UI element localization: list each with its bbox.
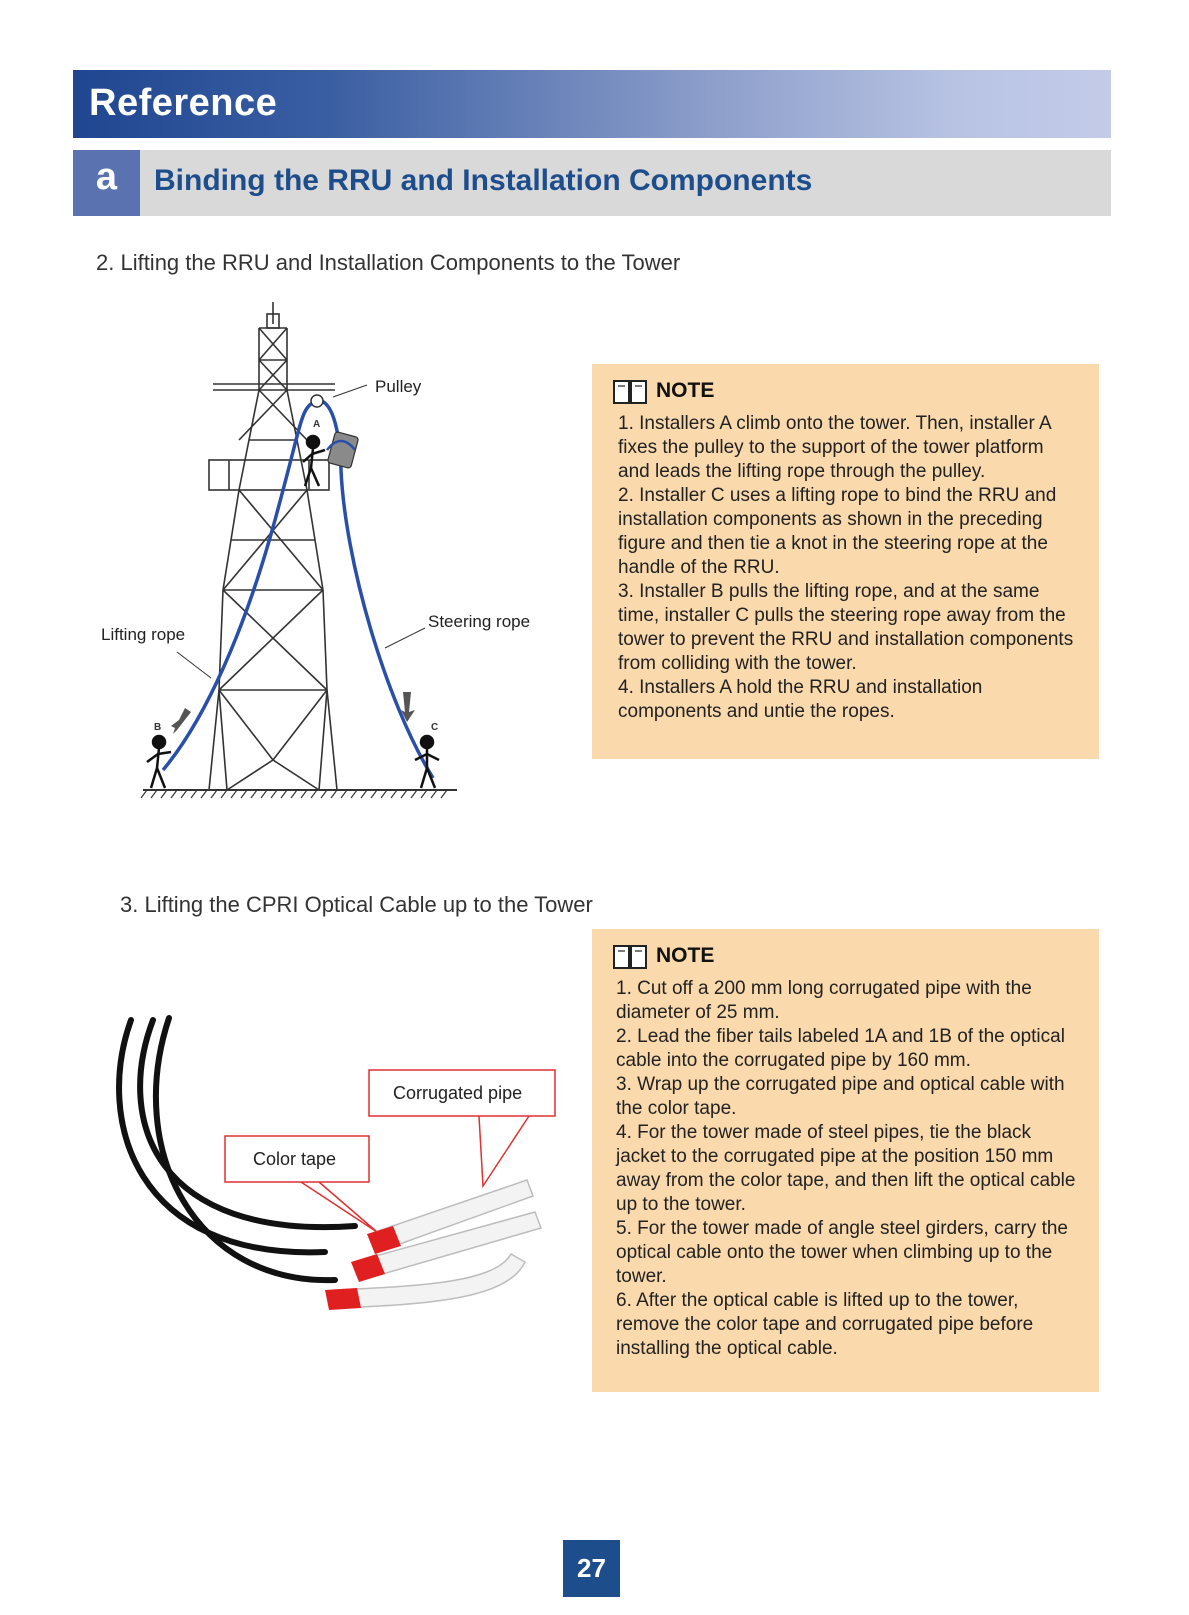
corrugated-pipes bbox=[335, 1180, 541, 1308]
header-banner bbox=[73, 70, 1111, 138]
note-body bbox=[618, 412, 1078, 724]
installer-a-label: A bbox=[313, 419, 321, 430]
banner-title: Reference bbox=[89, 82, 278, 124]
tower bbox=[209, 302, 337, 790]
note-item: 4. For the tower made of steel pipes, tie the black jacket to the corrugated pipe at the position 150 mm away from the color tape, and then lift the optical cable up to the tower. bbox=[616, 1122, 1076, 1215]
note-body bbox=[616, 977, 1076, 1361]
ground bbox=[141, 790, 457, 798]
tower-lifting-figure bbox=[95, 300, 565, 820]
installer-b-label: B bbox=[154, 722, 162, 733]
book-icon bbox=[612, 376, 648, 406]
note-box-cable bbox=[592, 929, 1099, 1392]
note-item: 5. For the tower made of angle steel girders, carry the optical cable onto the tower when climbing up to the tower. bbox=[616, 1218, 1068, 1287]
color-tape-label: Color tape bbox=[253, 1149, 337, 1169]
pulley-label: Pulley bbox=[375, 377, 422, 396]
note-item: 1. Installers A climb onto the tower. Then, installer A fixes the pulley to the support of the tower platform and leads the lifting rope through the pulley. bbox=[618, 413, 1051, 482]
note-header bbox=[612, 376, 714, 406]
note-item: 6. After the optical cable is lifted up to the tower, remove the color tape and corrugated pipe before installing the optical cable. bbox=[616, 1290, 1034, 1359]
page-number: 27 bbox=[563, 1540, 620, 1597]
section-header bbox=[73, 150, 1111, 216]
pulley bbox=[311, 395, 323, 407]
note-item: 1. Cut off a 200 mm long corrugated pipe with the diameter of 25 mm. bbox=[616, 978, 1032, 1023]
section-title: Binding the RRU and Installation Components bbox=[154, 164, 813, 197]
note-item: 3. Wrap up the corrugated pipe and optical cable with the color tape. bbox=[616, 1074, 1065, 1119]
section-letter-box bbox=[73, 150, 140, 216]
cable-pipe-figure bbox=[95, 1000, 575, 1330]
step2-heading: 2. Lifting the RRU and Installation Components to the Tower bbox=[96, 250, 681, 275]
corrugated-pipe-label: Corrugated pipe bbox=[393, 1083, 523, 1103]
note-label: NOTE bbox=[656, 944, 715, 967]
note-item: 4. Installers A hold the RRU and installation components and untie the ropes. bbox=[618, 677, 983, 722]
steering-rope-label: Steering rope bbox=[428, 612, 531, 631]
installer-c-label: C bbox=[431, 722, 439, 733]
lifting-rope-label: Lifting rope bbox=[101, 625, 186, 644]
note-label: NOTE bbox=[656, 379, 715, 402]
note-item: 2. Lead the fiber tails labeled 1A and 1B of the optical cable into the corrugated pipe by 160 mm. bbox=[616, 1026, 1065, 1071]
rru-package bbox=[327, 431, 359, 468]
book-icon bbox=[612, 941, 648, 971]
note-item: 2. Installer C uses a lifting rope to bind the RRU and installation components as shown in the preceding figure and then tie a knot in the steering rope at the handle of the RRU. bbox=[618, 485, 1057, 578]
note-header bbox=[612, 941, 714, 971]
section-letter: a bbox=[95, 156, 118, 198]
step3-heading: 3. Lifting the CPRI Optical Cable up to the Tower bbox=[120, 892, 593, 917]
note-box-rru bbox=[592, 364, 1099, 759]
installer-a bbox=[303, 436, 325, 486]
installer-c bbox=[415, 736, 439, 788]
note-item: 3. Installer B pulls the lifting rope, and at the same time, installer C pulls the steering rope away from the tower to prevent the RRU and installation components from colliding with the tower. bbox=[618, 581, 1074, 674]
